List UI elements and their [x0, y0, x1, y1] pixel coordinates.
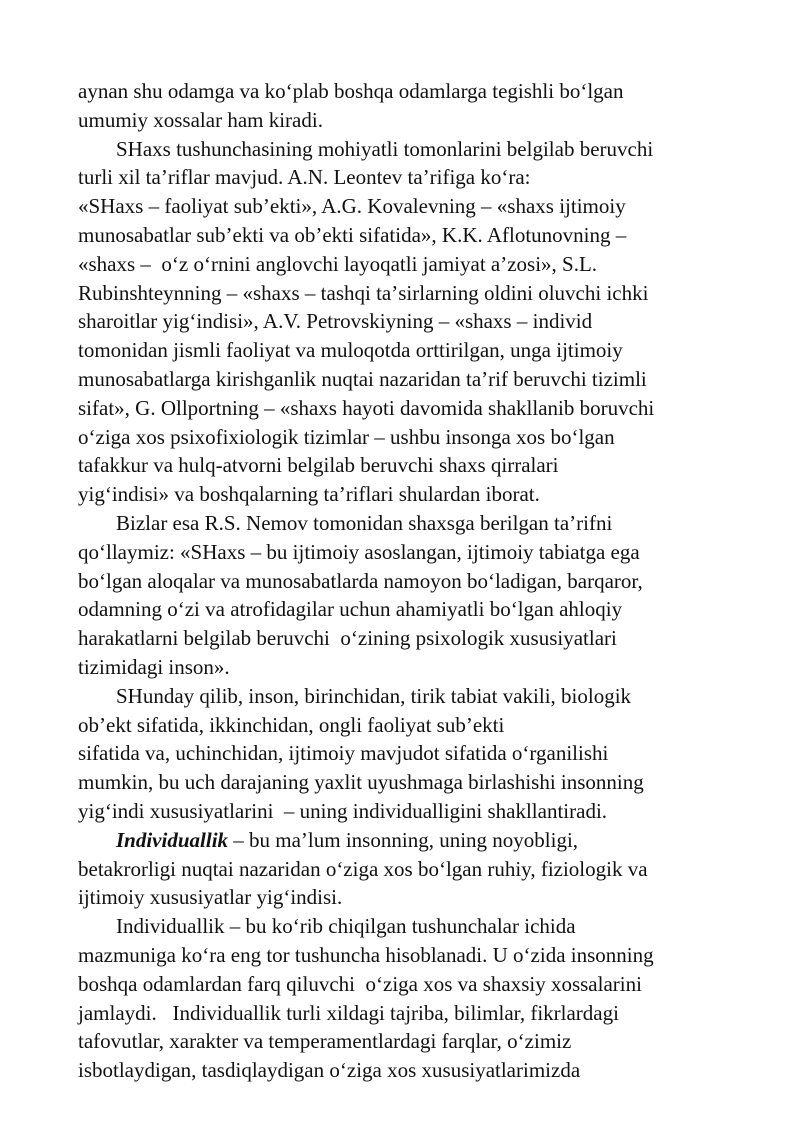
text-line: obʼekt sifatida, ikkinchidan, ongli faoliyat subʼekti	[78, 712, 505, 737]
text-line: tafovutlar, xarakter va temperamentlardagi farqlar, oʻzimiz	[78, 1029, 572, 1054]
paragraph-human-levels	[78, 682, 746, 826]
term-individuallik: Individuallik	[116, 827, 229, 852]
text-line: Rubinshteynning – «shaxs – tashqi taʼsirlarning oldini oluvchi ichki	[78, 280, 649, 305]
text-line: ijtimoiy xususiyatlar yigʻindisi.	[78, 885, 343, 910]
text-line: tomonidan jismli faoliyat va muloqotda orttirilgan, unga ijtimoiy	[78, 338, 623, 363]
text-line: SHunday qilib, inson, birinchidan, tirik tabiat vakili, biologik	[116, 683, 632, 708]
text-line: sharoitlar yigʻindisi», A.V. Petrovskiyning – «shaxs – individ	[78, 309, 593, 334]
paragraph-continuation	[78, 77, 746, 135]
text-line: qoʻllaymiz: «SHaxs – bu ijtimoiy asoslangan, ijtimoiy tabiatga ega	[78, 539, 640, 564]
text-line: betakrorligi nuqtai nazaridan oʻziga xos boʻlgan ruhiy, fiziologik va	[78, 856, 648, 881]
paragraph-shaxs-definitions	[78, 135, 746, 509]
text-line: harakatlarni belgilab beruvchi oʻzining psixologik xususiyatlari	[78, 626, 617, 651]
term-definition-text: – bu maʼlum insonning, uning noyobligi,	[228, 827, 579, 852]
text-line: SHaxs tushunchasining mohiyatli tomonlarini belgilab beruvchi	[116, 136, 654, 161]
text-line: sifatida va, uchinchidan, ijtimoiy mavjudot sifatida oʻrganilishi	[78, 741, 609, 766]
text-line: jamlaydi. Individuallik turli xildagi tajriba, bilimlar, fikrlardagi	[78, 1000, 619, 1025]
text-line: mazmuniga koʻra eng tor tushuncha hisoblanadi. U oʻzida insonning	[78, 942, 654, 967]
paragraph-individuallik-definition	[78, 826, 746, 912]
text-line: odamning oʻzi va atrofidagilar uchun ahamiyatli boʻlgan ahloqiy	[78, 597, 623, 622]
text-line: Bizlar esa R.S. Nemov tomonidan shaxsga berilgan taʼrifni	[116, 510, 613, 535]
text-line: Individuallik – bu koʻrib chiqilgan tushunchalar ichida	[116, 914, 576, 939]
text-line: aynan shu odamga va koʻplab boshqa odamlarga tegishli boʻlgan	[78, 79, 624, 103]
text-line: umumiy xossalar ham kiradi.	[78, 107, 323, 132]
text-line: isbotlaydigan, tasdiqlaydigan oʻziga xos xususiyatlarimizda	[78, 1058, 581, 1083]
text-line: yigʻindi xususiyatlarini – uning individualligini shakllantiradi.	[78, 798, 608, 823]
text-line: tizimidagi inson».	[78, 654, 230, 679]
text-line: «SHaxs – faoliyat subʼekti», A.G. Kovalevning – «shaxs ijtimoiy	[78, 194, 626, 219]
paragraph-individuallik-scope	[78, 912, 746, 1085]
text-line: yigʻindisi» va boshqalarning taʼriflari shulardan iborat.	[78, 482, 540, 507]
text-line: oʻziga xos psixofixiologik tizimlar – ushbu insonga xos boʻlgan	[78, 424, 615, 449]
text-line: boʻlgan aloqalar va munosabatlarda namoyon boʻladigan, barqaror,	[78, 568, 643, 593]
document-page	[78, 77, 746, 1085]
paragraph-nemov-definition	[78, 509, 746, 682]
text-line: tafakkur va hulq-atvorni belgilab beruvchi shaxs qirralari	[78, 453, 559, 478]
text-line: boshqa odamlardan farq qiluvchi oʻziga xos va shaxsiy xossalarini	[78, 971, 642, 996]
text-line: «shaxs – oʻz oʻrnini anglovchi layoqatli jamiyat aʼzosi», S.L.	[78, 251, 598, 276]
text-line: munosabatlarga kirishganlik nuqtai nazaridan taʼrif beruvchi tizimli	[78, 366, 647, 391]
text-line: turli xil taʼriflar mavjud. A.N. Leontev taʼrifiga koʻra:	[78, 165, 531, 190]
text-line: mumkin, bu uch darajaning yaxlit uyushmaga birlashishi insonning	[78, 770, 644, 795]
text-line: sifat», G. Ollportning – «shaxs hayoti davomida shakllanib boruvchi	[78, 395, 655, 420]
text-line	[78, 826, 746, 855]
text-line: munosabatlar subʼekti va obʼekti sifatida», K.K. Aflotunovning –	[78, 222, 627, 247]
